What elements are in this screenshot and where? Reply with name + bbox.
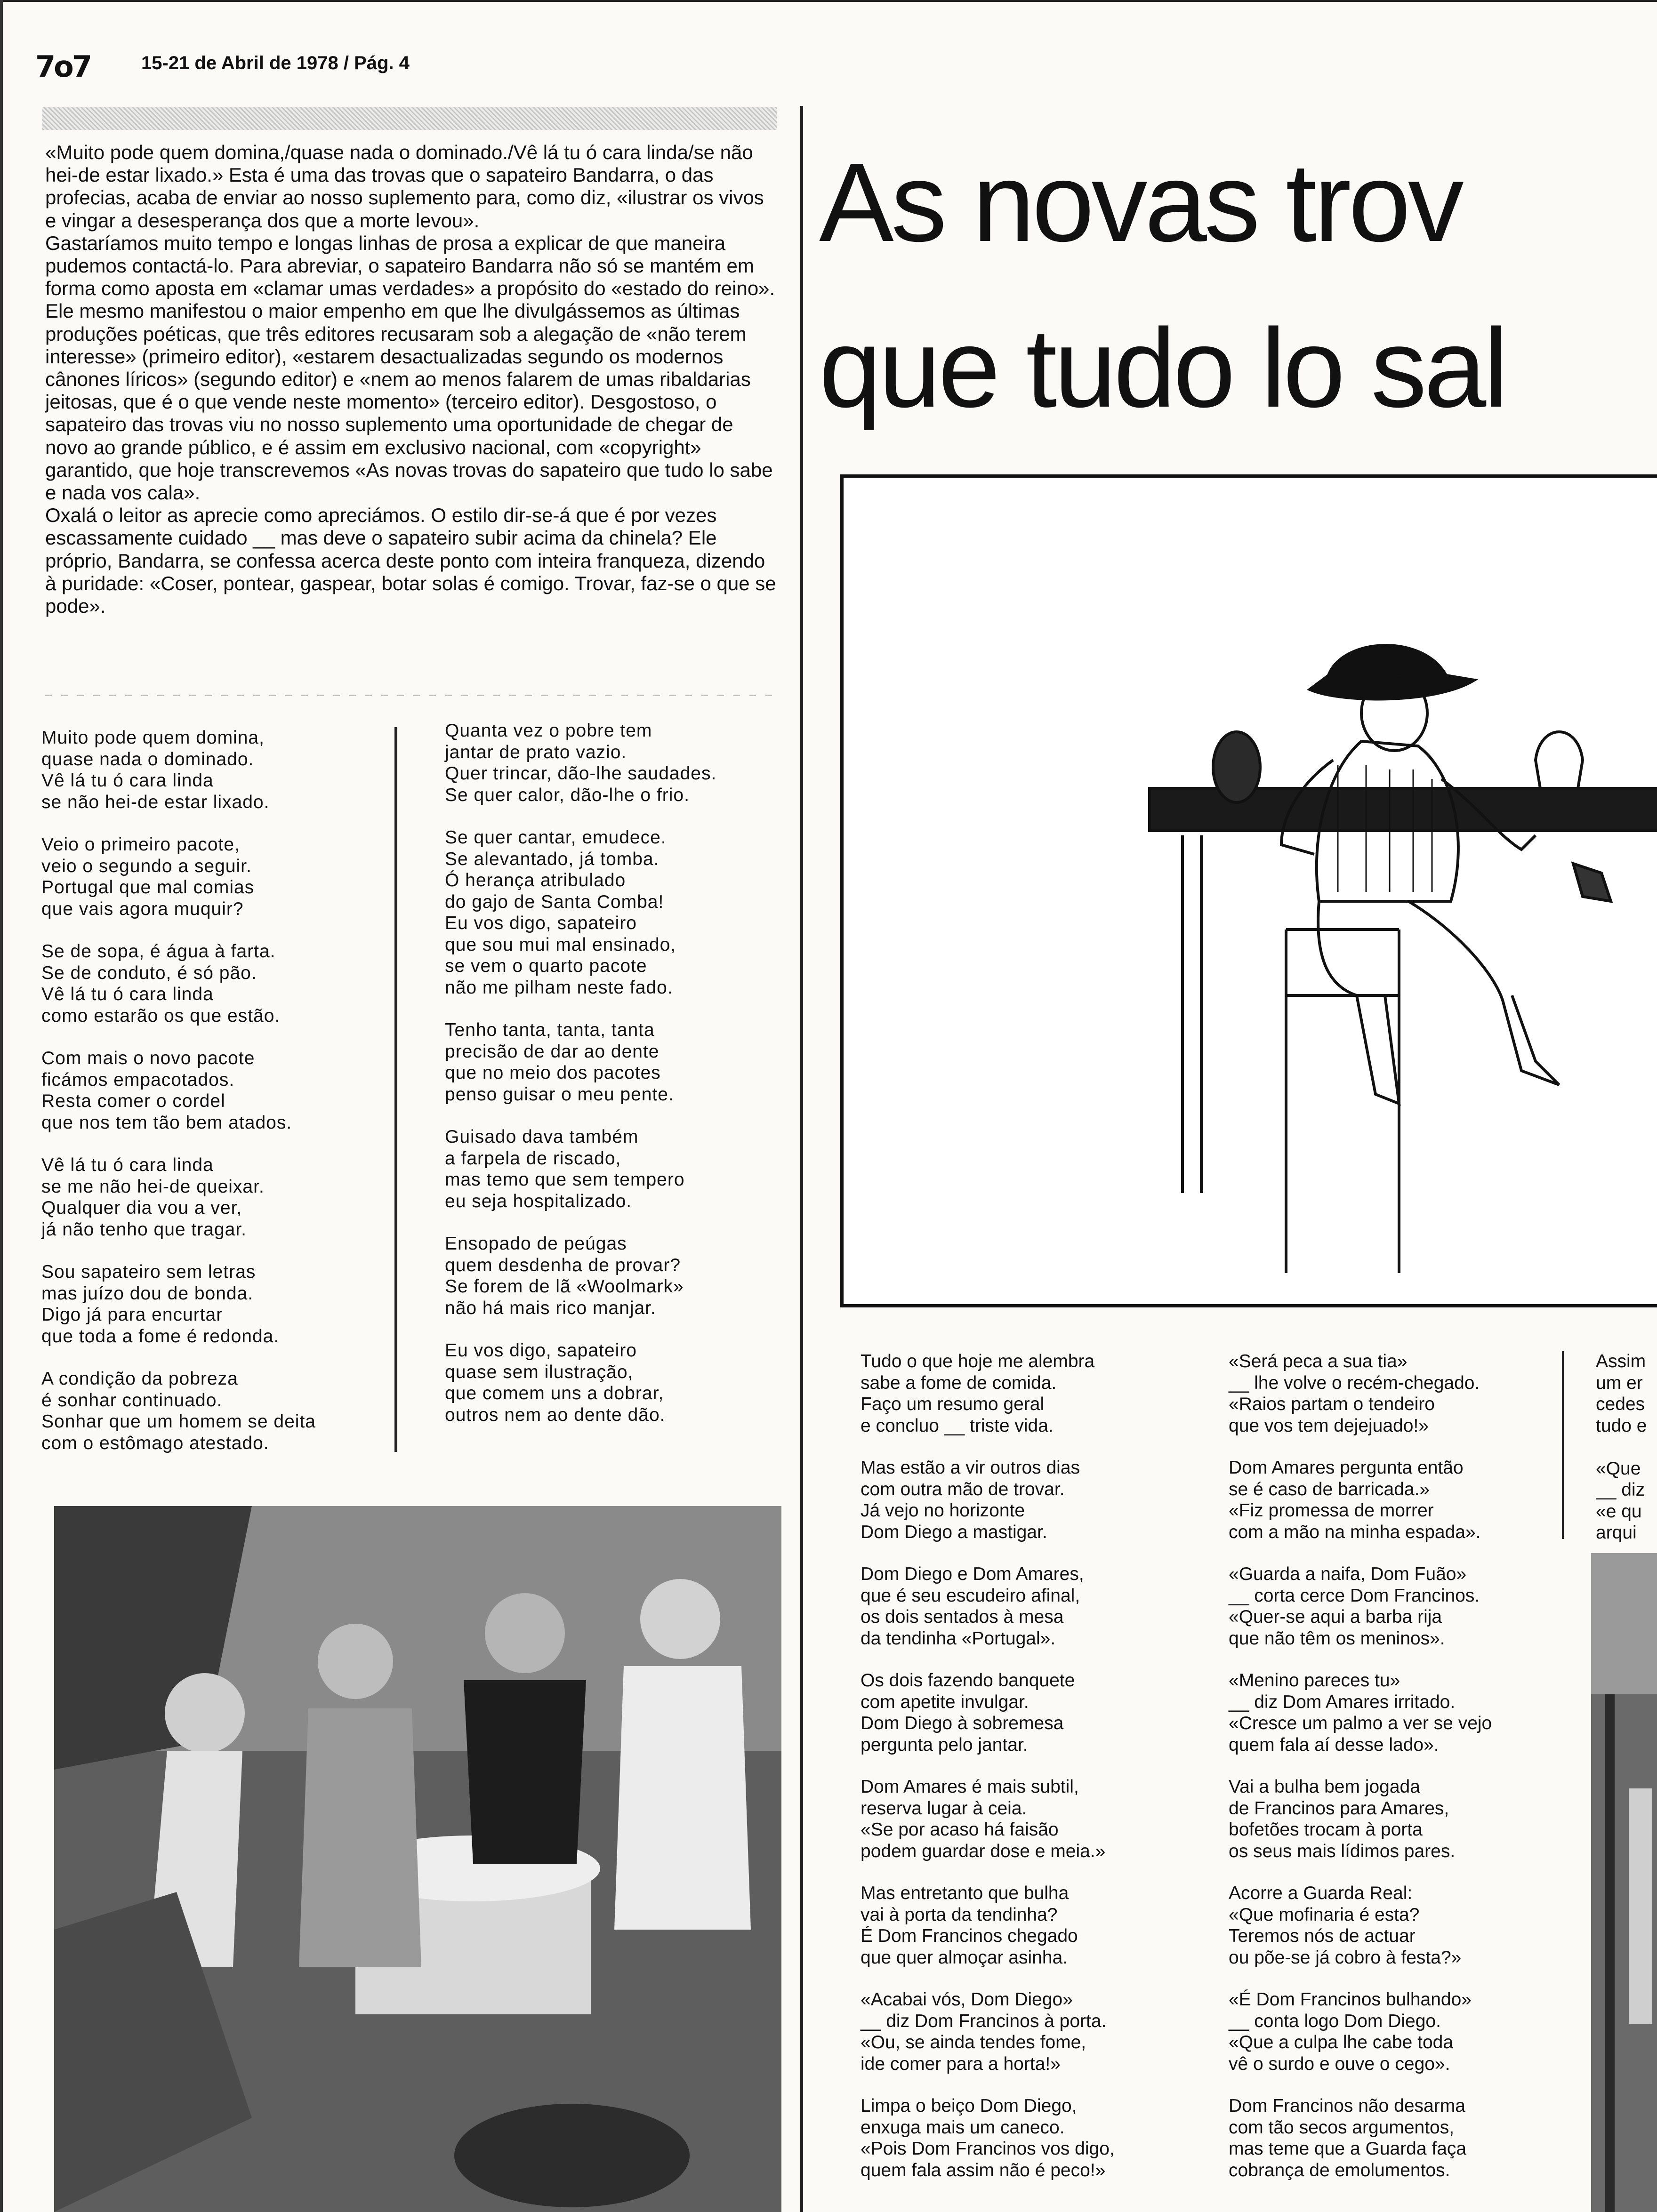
column-rule <box>394 727 397 1452</box>
stanza: Dom Amares pergunta então se é caso de barricada.» «Fiz promessa de morrer com a mão na minha espada». <box>1229 1458 1481 1542</box>
stanza: Quanta vez o pobre tem jantar de prato vazio. Quer trincar, dão-lhe saudades. Se quer calor, dão-lhe o frio. <box>445 721 717 805</box>
stanza: Ensopado de peúgas quem desdenha de provar? Se forem de lã «Woolmark» não há mais rico manjar. <box>445 1234 684 1318</box>
stanza: Tudo o que hoje me alembra sabe a fome de comida. Faço um resumo geral e concluo __ triste vida. <box>861 1351 1095 1436</box>
article-column-3-cut: Assim um er cedes tudo e «Que __ diz «e qu arqui <box>1596 1351 1647 1543</box>
headline-line: que tudo lo sal <box>819 306 1506 431</box>
stanza: Mas estão a vir outros dias com outra mão de trovar. Já vejo no horizonte Dom Diego a mastigar. <box>861 1458 1080 1542</box>
intro-paragraph: Oxalá o leitor as aprecie como apreciámos. O estilo dir-se-á que é por vezes escassamente cuidado __ mas deve o sapateiro subir acima da chinela? Ele próprio, Bandarra, se confessa acerca deste ponto com inteira franqueza, dizendo à puridade: «Coser, pontear, gaspear, botar solas é comigo. Trovar, faz-se o que se pode». <box>45 504 776 617</box>
section-rule <box>800 106 803 2212</box>
stanza: Muito pode quem domina, quase nada o dominado. Vê lá tu ó cara linda se não hei-de estar lixado. <box>41 728 270 812</box>
stanza: Sou sapateiro sem letras mas juízo dou de bonda. Digo já para encurtar que toda a fome é redonda. <box>41 1262 280 1346</box>
article-column-2 <box>1229 1351 1558 2202</box>
stanza: Se de sopa, é água à farta. Se de conduto, é só pão. Vê lá tu ó cara linda como estarão os que estão. <box>41 941 281 1026</box>
stanza: Vê lá tu ó cara linda se me não hei-de queixar. Qualquer dia vou a ver, já não tenho que tragar. <box>41 1155 265 1240</box>
stanza: Acorre a Guarda Real: «Que mofinaria é esta? Teremos nós de actuar ou põe-se já cobro à festa?» <box>1229 1883 1462 1968</box>
stanza: Se quer cantar, emudece. Se alevantado, já tomba. Ó herança atribulado do gajo de Santa Comba! Eu vos digo, sapateiro que sou mui mal ensinado, se vem o quarto pacote não me pilham neste fado. <box>445 827 676 998</box>
dateline: 15-21 de Abril de 1978 / Pág. 4 <box>141 53 410 73</box>
stanza: «Guarda a naifa, Dom Fuão» __ corta cerce Dom Francinos. «Quer-se aqui a barba rija que não têm os meninos». <box>1229 1564 1480 1649</box>
top-rule <box>0 0 1657 2</box>
stanza: «Menino pareces tu» __ diz Dom Amares irritado. «Cresce um palmo a ver se vejo quem fala aí desse lado». <box>1229 1670 1492 1755</box>
poem-column-left <box>41 727 380 1475</box>
page-edge <box>0 0 3 2212</box>
stanza: Veio o primeiro pacote, veio o segundo a seguir. Portugal que mal comias que vais agora muquir? <box>41 834 255 919</box>
screened-band <box>42 107 777 130</box>
stanza: «É Dom Francinos bulhando» __ conta logo Dom Diego. «Que a culpa lhe cabe toda vê o surdo e ouve o cego». <box>1229 1989 1472 2074</box>
stanza: Dom Diego e Dom Amares, que é seu escudeiro afinal, os dois sentados à mesa da tendinha «Portugal». <box>861 1564 1084 1649</box>
divider <box>45 695 780 696</box>
intro-text <box>45 141 780 617</box>
woodcut-illustration <box>840 474 1657 1307</box>
stanza: Dom Amares é mais subtil, reserva lugar à ceia. «Se por acaso há faisão podem guardar dose e meia.» <box>861 1777 1106 1861</box>
stanza: Tenho tanta, tanta, tanta precisão de dar ao dente que no meio dos pacotes penso guisar o meu pente. <box>445 1020 674 1105</box>
intro-paragraph: Gastaríamos muito tempo e longas linhas de prosa a explicar de que maneira pudemos contactá-lo. Para abreviar, o sapateiro Bandarra não só se mantém em forma como aposta em «clamar umas verdades» a propósito do «estado do reino». Ele mesmo manifestou o maior empenho em que lhe divulgássemos as últimas produções poéticas, que três editores recusaram sob a alegação de «não terem interesse» (primeiro editor), «estarem desactualizadas segundo os modernos cânones líricos» (segundo editor) e «nem ao menos falarem de umas ribaldarias jeitosas, que é o que vende neste momento» (terceiro editor). Desgostoso, o sapateiro das trovas viu no nosso suplemento uma oportunidade de chegar de novo ao grande público, e é assim em exclusivo nacional, com «copyright» garantido, que hoje transcrevemos «As novas trovas do sapateiro que tudo lo sabe e nada vos cala». <box>45 232 775 504</box>
poem-column-right <box>445 720 784 1447</box>
stanza: Eu vos digo, sapateiro quase sem ilustração, que comem uns a dobrar, outros nem ao dente dão. <box>445 1340 666 1425</box>
stanza: Limpa o beiço Dom Diego, enxuga mais um caneco. «Pois Dom Francinos vos digo, quem fala assim não é peco!» <box>861 2096 1115 2180</box>
stanza: Com mais o novo pacote ficámos empacotados. Resta comer o cordel que nos tem tão bem atados. <box>41 1048 292 1133</box>
stanza: A condição da pobreza é sonhar continuado. Sonhar que um homem se deita com o estômago atestado. <box>41 1369 316 1453</box>
article-column-1 <box>861 1351 1190 2202</box>
stanza: Dom Francinos não desarma com tão secos argumentos, mas teme que a Guarda faça cobrança de emolumentos. <box>1229 2096 1467 2180</box>
painting-illustration <box>54 1506 781 2212</box>
intro-paragraph: «Muito pode quem domina,/quase nada o dominado./Vê lá tu ó cara linda/se não hei-de estar lixado.» Esta é uma das trovas que o sapateiro Bandarra, o das profecias, acaba de enviar ao nosso suplemento para, como diz, «ilustrar os vivos e vingar a desesperança dos que a morte levou». <box>45 141 764 232</box>
stanza: Vai a bulha bem jogada de Francinos para Amares, bofetões trocam à porta os seus mais lídimos pares. <box>1229 1777 1456 1861</box>
stanza: Guisado dava também a farpela de riscado, mas temo que sem tempero eu seja hospitalizado. <box>445 1127 685 1211</box>
stanza: Mas entretanto que bulha vai à porta da tendinha? É Dom Francinos chegado que quer almoçar asinha. <box>861 1883 1078 1968</box>
painting-drawing <box>54 1506 781 2212</box>
headline-line: As novas trov <box>819 140 1461 265</box>
stanza: «Acabai vós, Dom Diego» __ diz Dom Francinos à porta. «Ou, se ainda tendes fome, ide comer para a horta!» <box>861 1989 1107 2074</box>
cropped-photo-drawing <box>1591 1553 1657 2212</box>
stanza: Os dois fazendo banquete com apetite invulgar. Dom Diego à sobremesa pergunta pelo jantar. <box>861 1670 1075 1755</box>
cropped-photo <box>1591 1553 1657 2212</box>
column-rule <box>1562 1351 1564 1539</box>
publication-logo: 7o7 <box>35 49 90 84</box>
headline <box>819 120 1505 451</box>
woodcut-drawing <box>844 478 1657 1307</box>
stanza: «Será peca a sua tia» __ lhe volve o recém-chegado. «Raios partam o tendeiro que vos tem dejejuado!» <box>1229 1351 1480 1436</box>
